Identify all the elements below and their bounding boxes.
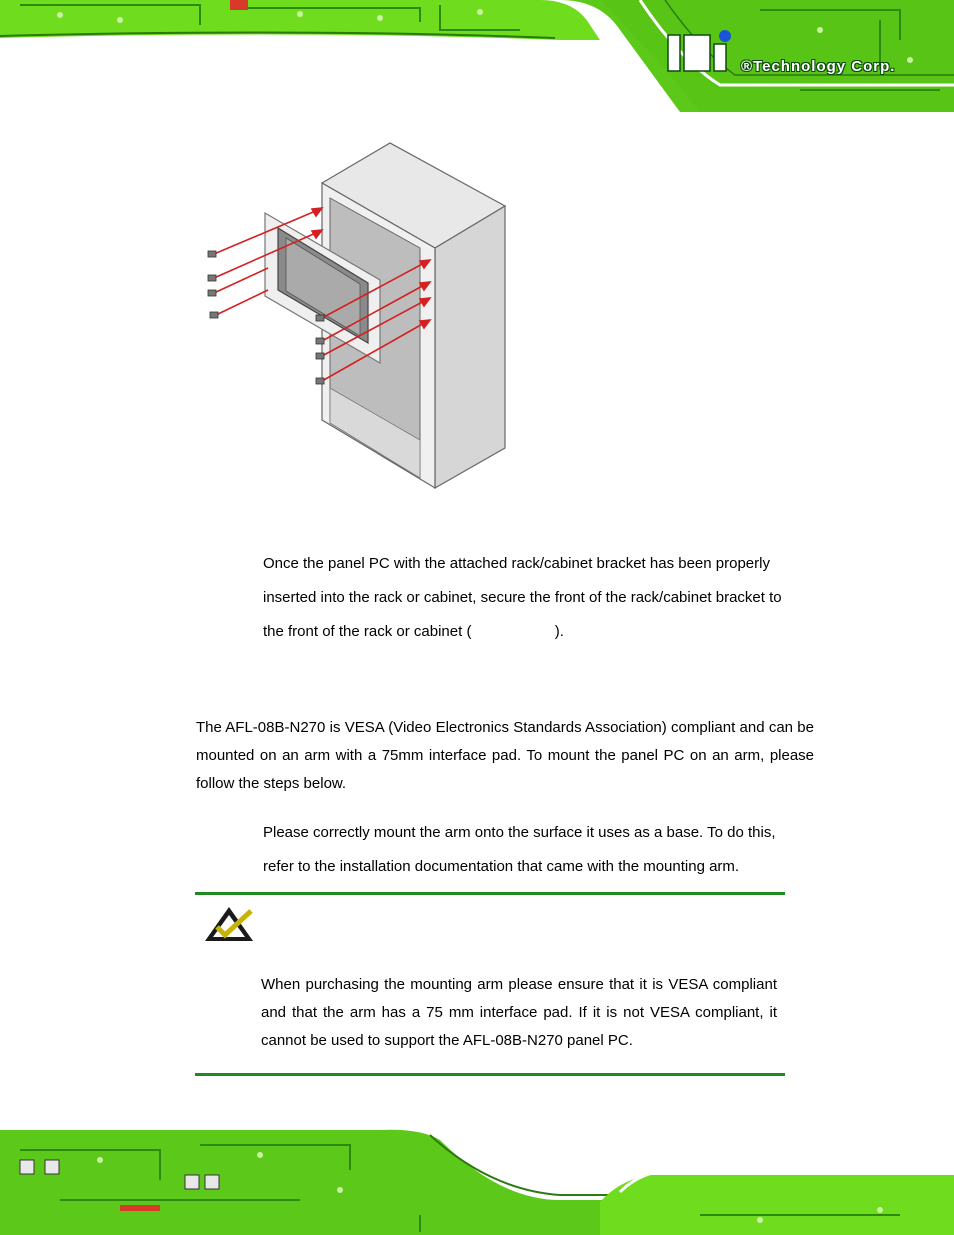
- arm-intro-line-3: please follow the steps below.: [196, 747, 815, 792]
- footer-banner: [0, 1120, 954, 1235]
- cabinet-installation-figure: [190, 138, 520, 490]
- note-bottom-rule: [195, 1073, 785, 1076]
- step-line-2: inserted into the rack or cabinet, secure the front of the rack/cabinet bracket to: [263, 589, 782, 606]
- brand-text: ®Technology Corp.: [741, 58, 896, 75]
- header-banner: [0, 0, 954, 112]
- step-paragraph: [263, 547, 808, 649]
- arm-mount-intro: [196, 714, 814, 798]
- arm-intro-line-1: The AFL-08B-N270 is VESA (Video Electronics Standards Association) compliant and can: [196, 719, 794, 736]
- arm-step-paragraph: [263, 816, 808, 884]
- note-text: When purchasing the mounting arm please ensure that it is VESA compliant and that the arm has a 75 mm interface pad. If it is not VESA compliant, it cannot be used to support the AFL-08B-N270 panel PC.: [261, 976, 777, 1049]
- step-line-3: the front of the rack or cabinet ( ).: [263, 623, 564, 640]
- note-check-icon: [203, 905, 255, 943]
- note-top-rule: [195, 892, 785, 895]
- arm-step-line-2: refer to the installation documentation that came with the mounting arm.: [263, 858, 740, 875]
- arm-intro-line-2: be mounted on an arm with a 75mm interface pad. To mount the panel PC on an arm,: [196, 719, 814, 764]
- step-line-1: Once the panel PC with the attached rack/cabinet bracket has been properly: [263, 555, 770, 572]
- arm-step-line-1: Please correctly mount the arm onto the surface it uses as a base. To do this,: [263, 824, 776, 841]
